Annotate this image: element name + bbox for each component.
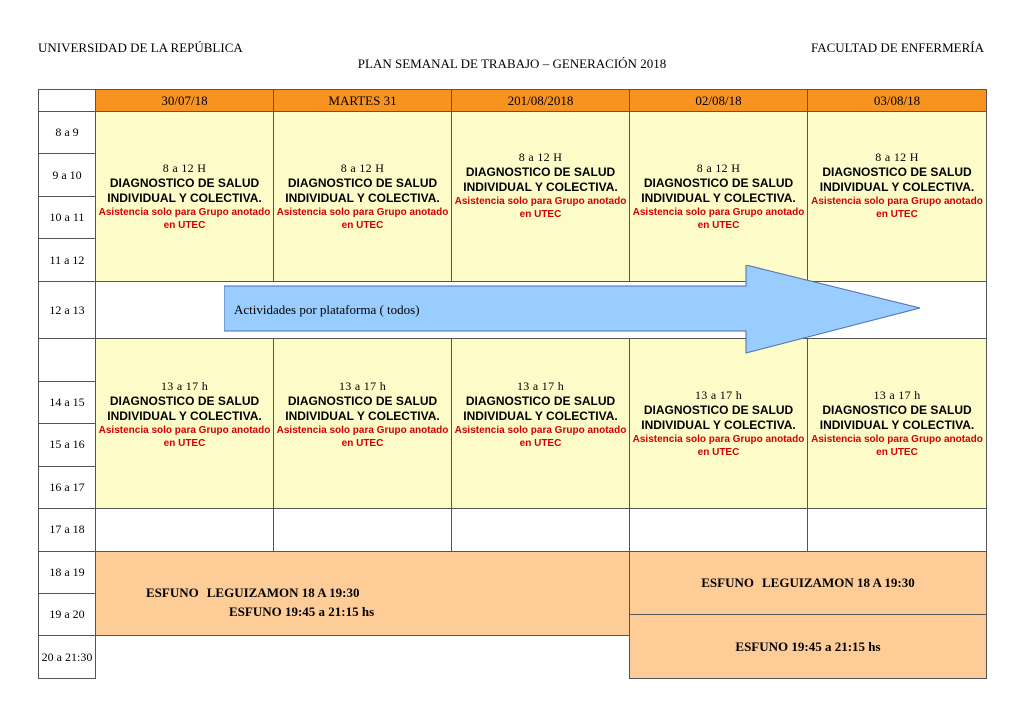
day-header: 02/08/18 [630,90,808,112]
afternoon-session-cell [274,339,452,509]
afternoon-session-cell [452,339,630,509]
corner-cell [39,90,96,112]
time-slot: 9 a 10 [39,154,96,196]
session-note: Asistencia solo para Grupo anotado en UTEC [98,206,271,231]
morning-session-cell [452,112,630,282]
session-note: Asistencia solo para Grupo anotado en UTEC [811,196,983,220]
empty-cell [274,509,452,551]
session-note: Asistencia solo para Grupo anotado en UTEC [276,206,449,231]
day-header: 201/08/2018 [452,90,630,112]
morning-session-cell [96,112,274,282]
time-slot: 17 a 18 [39,509,96,551]
session-hours: 13 a 17 h [873,388,921,403]
time-slot: 14 a 15 [39,381,96,423]
session-hours: 8 a 12 H [162,160,207,175]
afternoon-session-cell [96,339,274,509]
session-title: DIAGNOSTICO DE SALUD INDIVIDUAL Y COLECTIVA. [463,394,618,424]
time-slot: 19 a 20 [39,593,96,635]
session-title: DIAGNOSTICO DE SALUD INDIVIDUAL Y COLECTIVA. [641,175,796,205]
session-title: DIAGNOSTICO DE SALUD INDIVIDUAL Y COLECTIVA. [819,165,975,194]
esfuno-line-1: ESFUNO LEGUIZAMON 18 A 19:30 [146,585,360,601]
weekly-schedule-table [38,89,987,679]
morning-session-cell [808,112,987,282]
time-slot: 18 a 19 [39,551,96,593]
day-header: 30/07/18 [96,90,274,112]
time-slot: 11 a 12 [39,239,96,281]
morning-session-cell [274,112,452,282]
empty-cell [452,509,630,551]
session-title: DIAGNOSTICO DE SALUD INDIVIDUAL Y COLECTIVA. [107,175,262,205]
session-title: DIAGNOSTICO DE SALUD INDIVIDUAL Y COLECTIVA. [107,394,262,424]
day-header: MARTES 31 [274,90,452,112]
session-note: Asistencia solo para Grupo anotado en UTEC [632,206,805,231]
esfuno-highlight: LEGUIZAMON 18 A 19:30 [206,585,360,601]
empty-cell [630,509,808,551]
esfuno-line-2: ESFUNO 19:45 a 21:15 hs [229,604,375,620]
session-note: Asistencia solo para Grupo anotado en UTEC [454,196,627,220]
session-hours: 8 a 12 H [518,150,563,164]
time-slot: 16 a 17 [39,466,96,508]
session-hours: 13 a 17 h [160,379,209,394]
session-hours: 13 a 17 h [338,379,387,394]
session-title: DIAGNOSTICO DE SALUD INDIVIDUAL Y COLECTIVA. [285,175,440,205]
university-name: UNIVERSIDAD DE LA REPÚBLICA [38,40,243,55]
session-title: DIAGNOSTICO DE SALUD INDIVIDUAL Y COLECTIVA. [641,403,796,433]
evening-esfuno-top-right: ESFUNO LEGUIZAMON 18 A 19:30 [630,551,987,615]
session-hours: 8 a 12 H [696,160,741,175]
page-title: PLAN SEMANAL DE TRABAJO – GENERACIÓN 2018 [357,56,667,71]
time-slot: 10 a 11 [39,196,96,238]
session-hours: 8 a 12 H [875,150,919,164]
platform-activities-label: Actividades por plataforma ( todos) [234,302,420,317]
empty-cell [808,509,987,551]
session-hours: 13 a 17 h [516,379,565,394]
session-note: Asistencia solo para Grupo anotado en UTEC [276,425,449,450]
empty-cell [96,509,274,551]
afternoon-session-cell [808,339,987,509]
time-slot [39,339,96,381]
morning-session-cell [630,112,808,282]
session-hours: 13 a 17 h [694,388,743,403]
session-note: Asistencia solo para Grupo anotado en UTEC [98,425,271,450]
esfuno-highlight: LEGUIZAMON 18 A 19:30 [761,574,915,590]
session-note: Asistencia solo para Grupo anotado en UTEC [454,425,627,450]
session-title: DIAGNOSTICO DE SALUD INDIVIDUAL Y COLECTIVA. [819,403,975,433]
session-hours: 8 a 12 H [340,160,385,175]
time-slot: 15 a 16 [39,424,96,466]
session-note: Asistencia solo para Grupo anotado en UTEC [811,434,983,459]
evening-esfuno-bottom-right: ESFUNO 19:45 a 21:15 hs [630,615,987,679]
time-slot: 8 a 9 [39,112,96,154]
session-note: Asistencia solo para Grupo anotado en UTEC [632,434,805,459]
day-header: 03/08/18 [808,90,987,112]
session-title: DIAGNOSTICO DE SALUD INDIVIDUAL Y COLECTIVA. [285,394,440,424]
time-slot: 20 a 21:30 [39,636,96,679]
faculty-name: FACULTAD DE ENFERMERÍA [810,40,984,55]
session-title: DIAGNOSTICO DE SALUD INDIVIDUAL Y COLECTIVA. [463,165,618,194]
evening-esfuno-block [96,551,630,636]
time-slot: 12 a 13 [39,281,96,339]
afternoon-session-cell [630,339,808,509]
